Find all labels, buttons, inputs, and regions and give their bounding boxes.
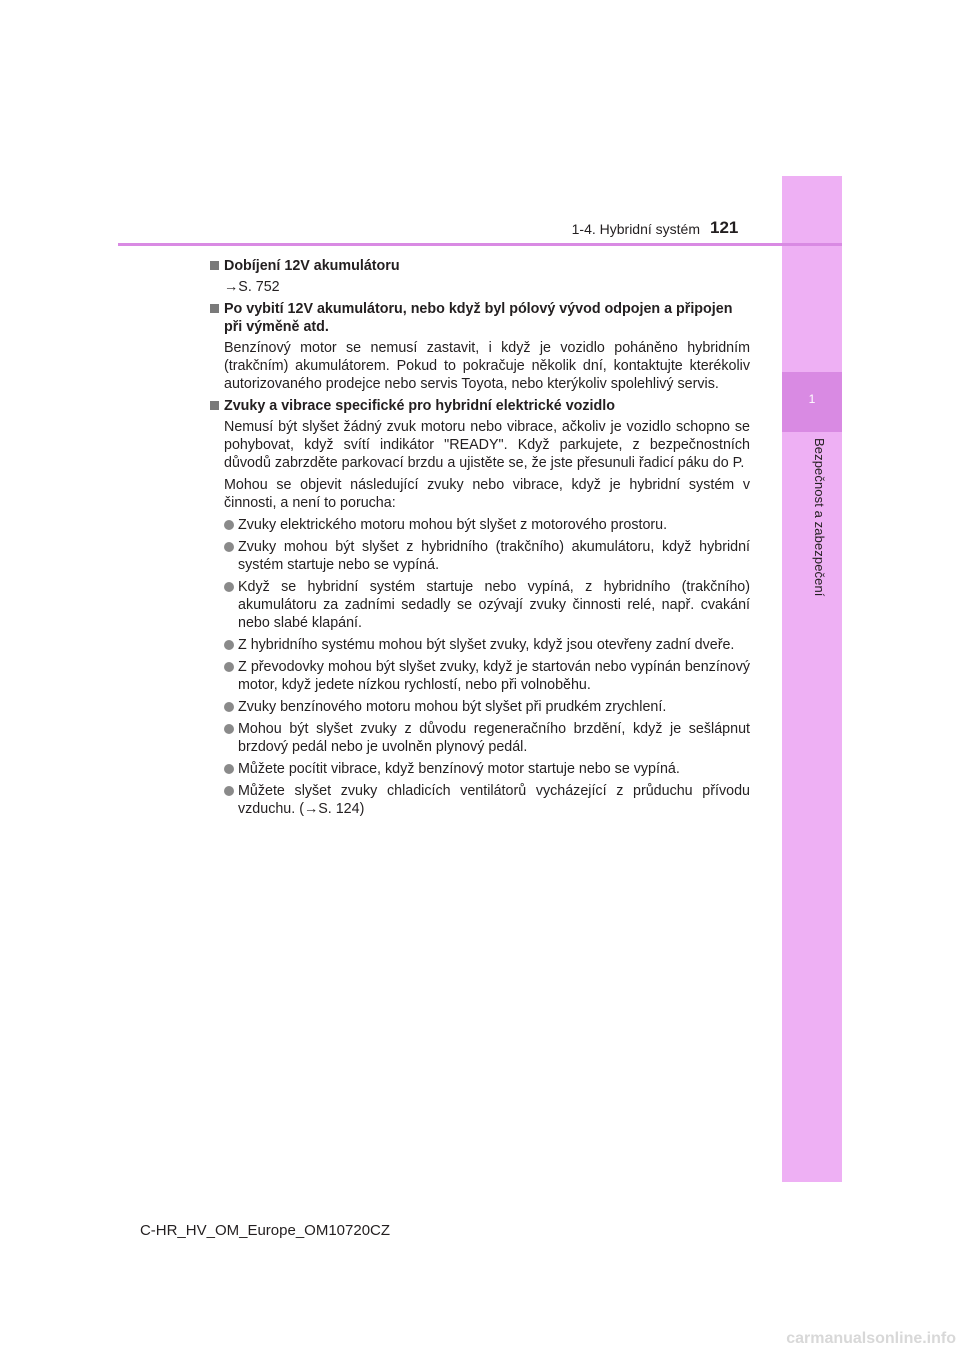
list-item — [209, 578, 750, 632]
paragraph: Benzínový motor se nemusí zastavit, i když je vozidlo poháněno hybridním (trakčním) akumulátorem. Pokud to pokračuje několik dní, kontaktujte kterékoliv autorizovaného prodejce nebo servis Toyota, nebo kterýkoliv spolehlivý servis. — [224, 340, 750, 392]
heading-text: Po vybití 12V akumulátoru, nebo když byl pólový vývod odpojen a připojen při výměně atd. — [224, 301, 733, 335]
page-reference: →S. 752 — [224, 279, 280, 295]
bullet-dot-icon — [224, 786, 234, 796]
paragraph: Nemusí být slyšet žádný zvuk motoru nebo vibrace, ačkoliv je vozidlo schopno se pohybovat, když svítí indikátor "READY". Když parkujete, z bezpečnostních důvodů zabrzděte parkovací brzdu a ujistěte se, že jste přesunuli řadicí páku do P. — [224, 419, 750, 471]
list-item — [209, 760, 750, 778]
square-bullet-icon — [210, 261, 219, 270]
list-item-text: Když se hybridní systém startuje nebo vypíná, z hybridního (trakčního) akumulátoru za zadními sedadly se ozývají zvuky činnosti relé, např. cvakání nebo slabé klapání. — [238, 579, 750, 631]
bullet-dot-icon — [224, 724, 234, 734]
heading-text: Dobíjení 12V akumulátoru — [224, 258, 400, 274]
bullet-dot-icon — [224, 640, 234, 650]
list-item — [209, 636, 750, 654]
list-item-text: Mohou být slyšet zvuky z důvodu regeneračního brzdění, když je sešlápnut brzdový pedál nebo je uvolněn plynový pedál. — [238, 721, 750, 755]
bullet-dot-icon — [224, 702, 234, 712]
list-item-text: Zvuky benzínového motoru mohou být slyšet při prudkém zrychlení. — [238, 699, 667, 715]
page-number: 121 — [710, 218, 739, 237]
list-item-text: Můžete pocítit vibrace, když benzínový motor startuje nebo se vypíná. — [238, 761, 680, 777]
bullet-dot-icon — [224, 582, 234, 592]
chapter-side-tab — [782, 176, 842, 1182]
document-id-footer: C-HR_HV_OM_Europe_OM10720CZ — [139, 1222, 391, 1239]
list-item-text: Z převodovky mohou být slyšet zvuky, když je startován nebo vypínán benzínový motor, když jedete nízkou rychlostí, nebo při volnoběhu. — [238, 659, 750, 693]
chapter-title: Bezpečnost a zabezpečení — [812, 438, 827, 597]
bullet-dot-icon — [224, 662, 234, 672]
list-item — [209, 538, 750, 574]
bullet-dot-icon — [224, 764, 234, 774]
list-item-text: Z hybridního systému mohou být slyšet zvuky, když jsou otevřeny zadní dveře. — [238, 637, 735, 653]
section-title: 1-4. Hybridní systém — [571, 221, 700, 237]
chapter-number: 1 — [808, 392, 816, 406]
paragraph: Mohou se objevit následující zvuky nebo vibrace, když je hybridní systém v činnosti, a není to porucha: — [224, 477, 750, 511]
list-item — [209, 698, 750, 716]
list-item — [209, 516, 750, 534]
list-item — [209, 782, 750, 818]
square-bullet-icon — [210, 304, 219, 313]
watermark: carmanualsonline.info — [786, 1330, 956, 1347]
section-heading — [209, 397, 750, 415]
list-item — [209, 658, 750, 694]
page-content — [209, 253, 750, 822]
square-bullet-icon — [210, 401, 219, 410]
section-heading — [209, 300, 750, 336]
list-item-text: Zvuky elektrického motoru mohou být slyšet z motorového prostoru. — [238, 517, 668, 533]
list-item — [209, 720, 750, 756]
section-heading — [209, 257, 750, 275]
bullet-dot-icon — [224, 542, 234, 552]
heading-text: Zvuky a vibrace specifické pro hybridní elektrické vozidlo — [224, 398, 615, 414]
list-item-text: Zvuky mohou být slyšet z hybridního (trakčního) akumulátoru, když hybridní systém startuje nebo se vypíná. — [238, 539, 750, 573]
bullet-dot-icon — [224, 520, 234, 530]
header-divider — [118, 243, 842, 246]
list-item-text: Můžete slyšet zvuky chladicích ventilátorů vycházející z průduchu přívodu vzduchu. (→S. 124) — [238, 783, 750, 817]
